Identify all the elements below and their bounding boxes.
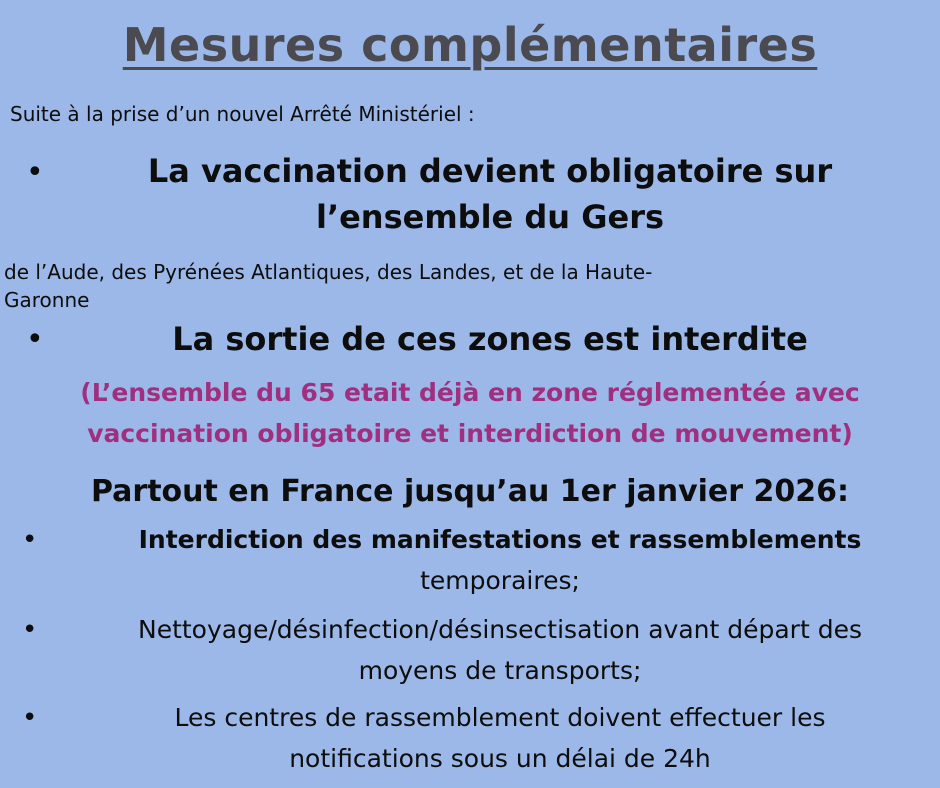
measure-headline-1-line2: l’ensemble du Gers xyxy=(315,198,665,236)
measure-headline-2: La sortie de ces zones est interdite xyxy=(172,320,808,358)
page-title: Mesures complémentaires xyxy=(122,18,818,72)
bullet-icon: • xyxy=(22,525,38,555)
list-item-2-line2: moyens de transports; xyxy=(358,656,642,685)
measure-headline-1-line1: La vaccination devient obligatoire sur xyxy=(147,152,833,190)
list-item-1 xyxy=(60,519,940,601)
measure-detail-1-line1: de l’Aude, des Pyrénées Atlantiques, des Landes, et de la Haute- xyxy=(4,260,653,284)
intro-text: Suite à la prise d’un nouvel Arrêté Ministériel : xyxy=(10,102,475,126)
bullet-icon: • xyxy=(26,322,44,357)
list-item-2-line1: Nettoyage/désinfection/désinsectisation avant départ des xyxy=(138,615,862,644)
section-title: Partout en France jusqu’au 1er janvier 2026: xyxy=(90,474,850,509)
list-item-3-line2: notifications sous un délai de 24h xyxy=(289,744,711,773)
list-item-1-line2: temporaires; xyxy=(420,566,580,595)
bullet-icon: • xyxy=(22,703,38,733)
measure-detail-1 xyxy=(4,258,652,314)
bullet-icon: • xyxy=(22,615,38,645)
bullet-icon: • xyxy=(26,155,44,190)
list-item-2 xyxy=(60,609,940,691)
zone-note xyxy=(0,372,940,454)
list-item-1-line1: Interdiction des manifestations et rassemblements xyxy=(138,525,862,554)
zone-note-line1: (L’ensemble du 65 etait déjà en zone réglementée avec xyxy=(80,378,860,407)
measure-detail-1-line2: Garonne xyxy=(4,288,90,312)
measure-headline-1 xyxy=(100,148,880,240)
list-item-3 xyxy=(60,697,940,779)
list-item-3-line1: Les centres de rassemblement doivent effectuer les xyxy=(174,703,826,732)
zone-note-line2: vaccination obligatoire et interdiction de mouvement) xyxy=(87,419,853,448)
